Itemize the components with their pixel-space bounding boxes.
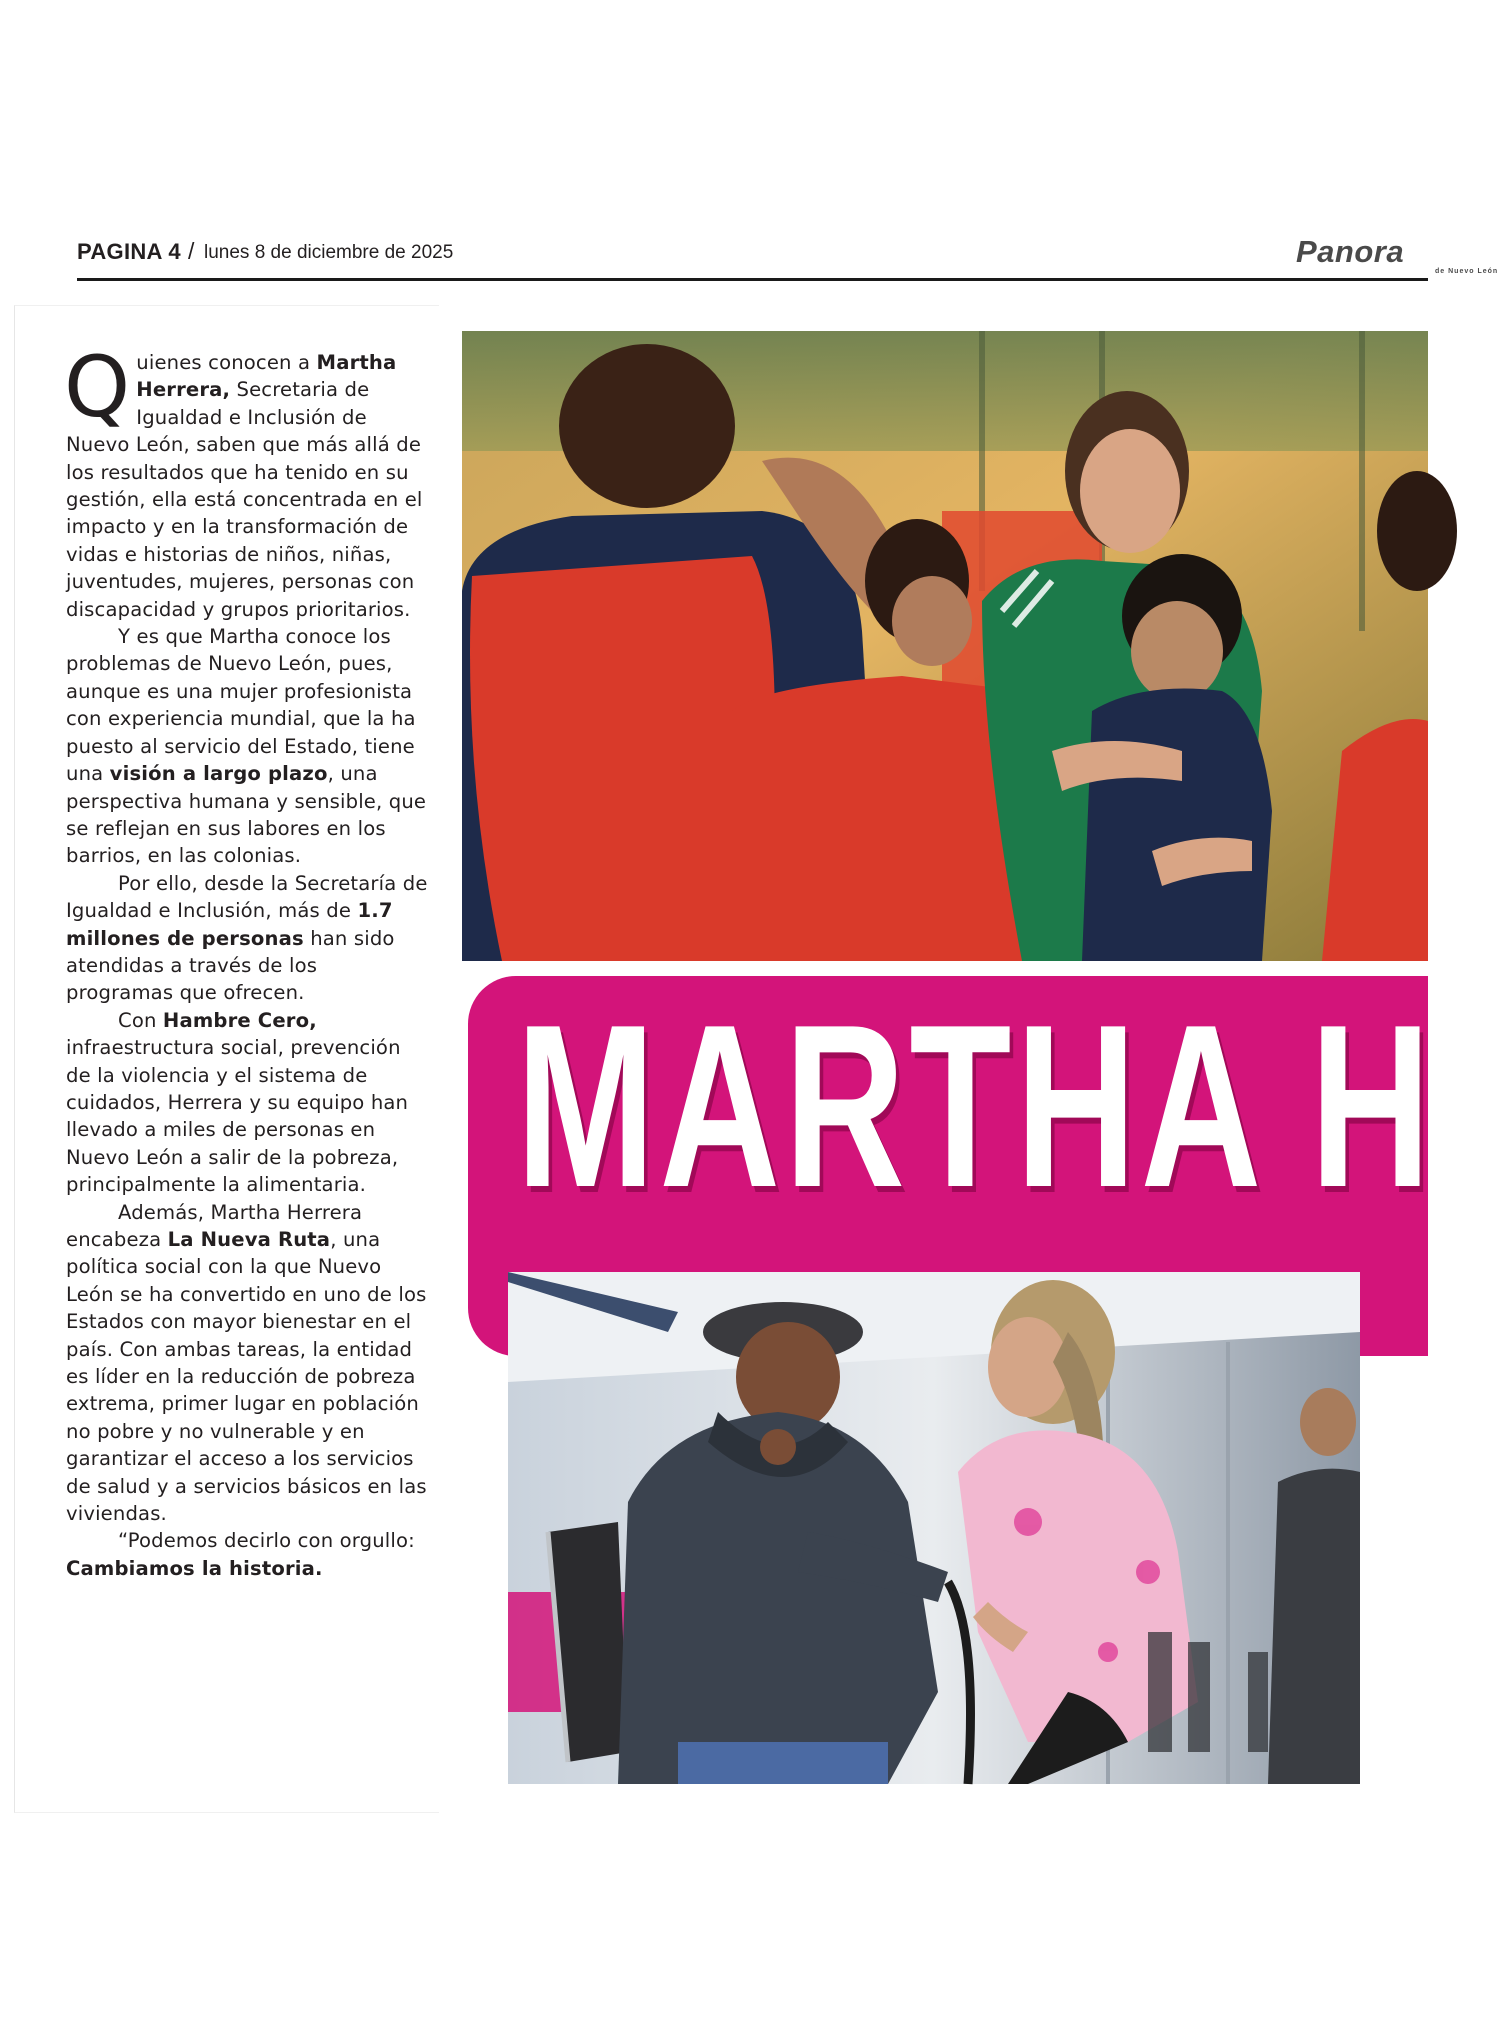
article-paragraph — [66, 870, 430, 1007]
issue-date: lunes 8 de diciembre de 2025 — [204, 242, 454, 263]
article-text: Además, Martha Herrera encabeza — [66, 1200, 363, 1251]
article-text: infraestructura social, prevención de la violencia y el sistema de cuidados, Herrera y su equipo han llevado a miles de personas en Nuevo León a salir de la pobreza, principalmente la alimentaria. — [66, 1036, 409, 1197]
article-body — [64, 338, 430, 1582]
article-text: Y es que Martha conoce los problemas de Nuevo León, pues, aunque es una mujer profesionista con experiencia mundial, que la ha puesto al servicio del Estado, tiene una — [66, 625, 416, 786]
drop-cap: Q — [64, 338, 131, 436]
article-paragraph — [64, 338, 430, 623]
headline: MARTHA H — [516, 977, 1436, 1236]
photo-children-soccer-hug — [462, 331, 1428, 961]
highlight-text: Cambiamos la historia. — [66, 1556, 323, 1580]
article-text: han sido atendidas a través de los programas que ofrecen. — [66, 926, 395, 1005]
photo-elderly-man-conversation — [508, 1272, 1360, 1784]
header-separator: / — [188, 238, 195, 264]
page-number: PAGINA 4 — [77, 239, 181, 264]
highlight-text: Hambre Cero, — [162, 1008, 317, 1032]
highlight-text: La Nueva Ruta — [167, 1228, 331, 1251]
person-name: Martha Herrera, — [136, 351, 397, 402]
article-paragraph — [66, 1199, 430, 1528]
article-text: Con — [118, 1008, 163, 1032]
article-text: Secretaria de Igualdad e Inclusión de Nuevo León, saben que más allá de los resultados que ha tenido en su gestión, ella está concentrada en el impacto y en la transformación de vidas e historias de niños, niñas, juventudes, mujeres, personas con discapacidad y grupos prioritarios. — [66, 378, 423, 621]
highlight-text: 1.7 millones de personas — [66, 899, 393, 950]
article-paragraph — [66, 1527, 430, 1582]
newspaper-logo: Panora — [1296, 234, 1405, 269]
newspaper-logo-subtitle: de Nuevo León — [1435, 268, 1498, 275]
page-header — [77, 232, 1498, 281]
article-paragraph — [66, 623, 430, 870]
article-text: “Podemos decirlo con orgullo: — [118, 1529, 415, 1553]
article-paragraph — [66, 1007, 430, 1199]
article-text: , una política social con la que Nuevo León se ha convertido en uno de los Estados con mayor bienestar en el país. Con ambas tareas, la entidad es líder en la reducción de pobreza extrema, primer lugar en población no pobre y no vulnerable y en garantizar el acceso a los servicios de salud y a servicios básicos en las viviendas. — [66, 1228, 427, 1526]
highlight-text: visión a largo plazo — [109, 762, 328, 786]
article-text: Por ello, desde la Secretaría de Igualdad e Inclusión, más de — [66, 871, 428, 923]
article-text: , una perspectiva humana y sensible, que se reflejan en sus labores en los barrios, en las colonias. — [66, 762, 427, 868]
article-text: uienes conocen a — [136, 351, 317, 374]
